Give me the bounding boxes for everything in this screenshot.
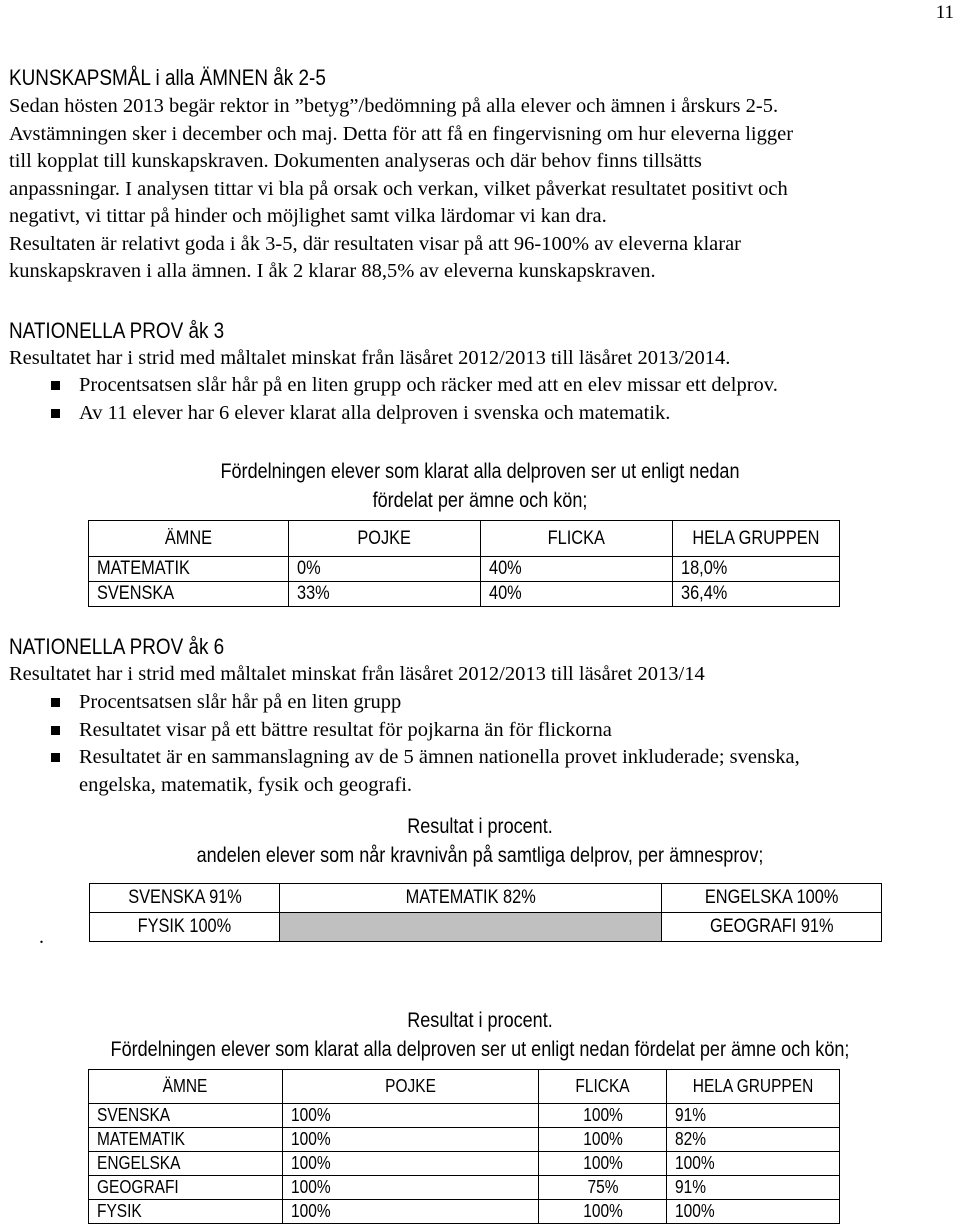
table-cell: 82%	[667, 1128, 840, 1152]
table-row	[89, 557, 840, 582]
table-cell: 100%	[282, 1128, 538, 1152]
column-header: POJKE	[288, 521, 480, 557]
table-row	[89, 1176, 840, 1200]
table-cell: 40%	[481, 557, 673, 582]
table-cell: 33%	[288, 582, 480, 607]
np6-bullet-list	[9, 689, 954, 772]
np6-caption1-line1: Resultat i procent.	[407, 815, 553, 838]
table-row	[90, 884, 882, 913]
table-cell: 100%	[539, 1128, 667, 1152]
table-cell: 100%	[539, 1104, 667, 1128]
table-cell: SVENSKA 91%	[90, 884, 280, 913]
table-row	[89, 1152, 840, 1176]
list-item: Resultatet visar på ett bättre resultat för pojkarna än för flickorna	[9, 717, 954, 745]
paragraph-line: kunskapskraven i alla ämnen. I åk 2 klarar 88,5% av eleverna kunskapskraven.	[9, 260, 656, 282]
table-row	[89, 1200, 840, 1224]
table-cell: FYSIK	[89, 1200, 283, 1224]
column-header: ÄMNE	[89, 1070, 283, 1104]
page-number: 11	[935, 2, 954, 23]
table-cell: GEOGRAFI	[89, 1176, 283, 1200]
table-cell: 100%	[282, 1152, 538, 1176]
table-row	[89, 1128, 840, 1152]
table-header-row	[89, 1070, 840, 1104]
column-header: HELA GRUPPEN	[673, 521, 840, 557]
table-cell: 100%	[282, 1104, 538, 1128]
np6-heading: NATIONELLA PROV åk 6	[9, 634, 225, 659]
table-cell: MATEMATIK	[89, 1128, 283, 1152]
column-header: ÄMNE	[89, 521, 289, 557]
np6-subject-summary-table	[89, 883, 882, 942]
np3-caption-line2: fördelat per ämne och kön;	[372, 489, 588, 512]
np3-caption-line1: Fördelningen elever som klarat alla delproven ser ut enligt nedan	[220, 460, 740, 483]
table-cell: 100%	[667, 1200, 840, 1224]
paragraph-line: Resultaten är relativt goda i åk 3-5, där resultaten visar på att 96-100% av eleverna klarar	[9, 232, 742, 255]
column-header: HELA GRUPPEN	[667, 1070, 840, 1104]
table-cell: 100%	[667, 1152, 840, 1176]
column-header: FLICKA	[539, 1070, 667, 1104]
table-cell: 18,0%	[673, 557, 840, 582]
np6-caption2-line1: Resultat i procent.	[407, 1009, 553, 1032]
kunskapsmal-heading: KUNSKAPSMÅL i alla ÄMNEN åk 2-5	[9, 65, 326, 90]
table-cell: 91%	[667, 1176, 840, 1200]
table-cell: FYSIK 100%	[90, 913, 280, 942]
table-cell: MATEMATIK 82%	[280, 884, 661, 913]
table-cell: 40%	[481, 582, 673, 607]
table-cell: 100%	[539, 1152, 667, 1176]
paragraph-line: negativt, vi tittar på hinder och möjlighet samt vilka lärdomar vi kan dra.	[9, 205, 607, 227]
np6-caption1-line2: andelen elever som når kravnivån på samtliga delprov, per ämnesprov;	[196, 844, 764, 867]
np3-results-table	[88, 520, 840, 607]
stray-dot: .	[39, 926, 44, 948]
np6-intro: Resultatet har i strid med måltalet minskat från läsåret 2012/2013 till läsåret 2013/14	[9, 663, 705, 685]
column-header: FLICKA	[481, 521, 673, 557]
table-cell: 91%	[667, 1104, 840, 1128]
table-cell: MATEMATIK	[89, 557, 289, 582]
table-cell: 36,4%	[673, 582, 840, 607]
table-cell: 100%	[282, 1176, 538, 1200]
list-item: Av 11 elever har 6 elever klarat alla delproven i svenska och matematik.	[9, 400, 954, 428]
np6-caption2-line2: Fördelningen elever som klarat alla delproven ser ut enligt nedan fördelat per ämne och kön;	[110, 1038, 850, 1061]
table-cell: 75%	[539, 1176, 667, 1200]
paragraph-line: Sedan hösten 2013 begär rektor in ”betyg”/bedömning på alla elever och ämnen i årskurs 2-5.	[9, 95, 779, 117]
column-header: POJKE	[282, 1070, 538, 1104]
table-cell: ENGELSKA 100%	[661, 884, 881, 913]
table-row	[89, 1104, 840, 1128]
paragraph-line: anpassningar. I analysen tittar vi bla på orsak och verkan, vilket påverkat resultatet positivt och	[9, 177, 788, 200]
table-cell: 100%	[282, 1200, 538, 1224]
list-item: Procentsatsen slår hår på en liten grupp	[9, 689, 954, 717]
table-cell-shaded	[280, 913, 661, 942]
np3-bullet-list	[9, 372, 954, 427]
table-cell: SVENSKA	[89, 582, 289, 607]
np3-heading: NATIONELLA PROV åk 3	[9, 318, 225, 343]
table-row	[89, 582, 840, 607]
table-cell: 100%	[539, 1200, 667, 1224]
np6-results-table	[88, 1069, 840, 1224]
kunskapsmal-paragraph	[9, 93, 954, 286]
np6-bullet-continuation: engelska, matematik, fysik och geografi.	[79, 774, 413, 796]
paragraph-line: Avstämningen sker i december och maj. Detta för att få en fingervisning om hur eleverna ligger	[9, 122, 794, 145]
np3-intro: Resultatet har i strid med måltalet minskat från läsåret 2012/2013 till läsåret 2013/2014.	[9, 347, 731, 369]
table-cell: 0%	[288, 557, 480, 582]
list-item: Resultatet är en sammanslagning av de 5 ämnen nationella provet inkluderade; svenska,	[9, 744, 954, 772]
paragraph-line: till kopplat till kunskapskraven. Dokumenten analyseras och där behov finns tillsätts	[9, 150, 702, 172]
table-row	[90, 913, 882, 942]
table-cell: SVENSKA	[89, 1104, 283, 1128]
list-item: Procentsatsen slår hår på en liten grupp och räcker med att en elev missar ett delprov.	[9, 372, 954, 400]
table-cell: GEOGRAFI 91%	[661, 913, 881, 942]
table-header-row	[89, 521, 840, 557]
table-cell: ENGELSKA	[89, 1152, 283, 1176]
